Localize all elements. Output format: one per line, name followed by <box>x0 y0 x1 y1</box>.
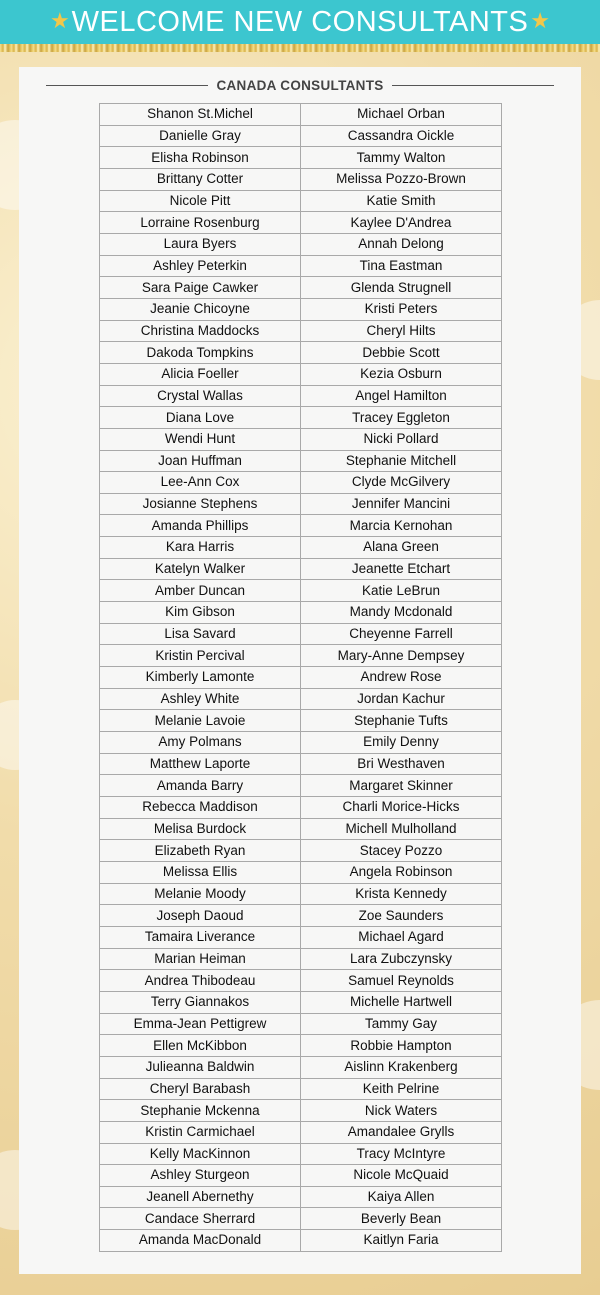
table-row <box>100 342 502 364</box>
table-row <box>100 1143 502 1165</box>
table-row <box>100 1078 502 1100</box>
table-row <box>100 493 502 515</box>
consultant-name: Elisha Robinson <box>100 147 301 169</box>
consultant-name: Amy Polmans <box>100 732 301 754</box>
consultant-name: Crystal Wallas <box>100 385 301 407</box>
table-row <box>100 407 502 429</box>
consultant-name: Melissa Pozzo-Brown <box>301 168 502 190</box>
table-row <box>100 991 502 1013</box>
consultant-name: Amanda MacDonald <box>100 1230 301 1252</box>
table-row <box>100 190 502 212</box>
consultant-name: Michell Mulholland <box>301 818 502 840</box>
consultant-name: Clyde McGilvery <box>301 472 502 494</box>
divider <box>392 85 554 86</box>
page-title: WELCOME NEW CONSULTANTS <box>71 5 529 38</box>
consultant-name: Lorraine Rosenburg <box>100 212 301 234</box>
table-row <box>100 623 502 645</box>
consultant-name: Amandalee Grylls <box>301 1121 502 1143</box>
consultant-name: Candace Sherrard <box>100 1208 301 1230</box>
table-row <box>100 883 502 905</box>
consultant-name: Michael Agard <box>301 926 502 948</box>
consultant-name: Josianne Stephens <box>100 493 301 515</box>
consultant-name: Cheryl Barabash <box>100 1078 301 1100</box>
table-row <box>100 255 502 277</box>
table-row <box>100 558 502 580</box>
table-row <box>100 1230 502 1252</box>
consultant-name: Amanda Barry <box>100 775 301 797</box>
table-row <box>100 580 502 602</box>
table-row <box>100 948 502 970</box>
consultant-name: Margaret Skinner <box>301 775 502 797</box>
table-row <box>100 970 502 992</box>
consultant-name: Charli Morice-Hicks <box>301 797 502 819</box>
consultant-name: Michelle Hartwell <box>301 991 502 1013</box>
consultant-name: Julieanna Baldwin <box>100 1056 301 1078</box>
table-row <box>100 926 502 948</box>
consultant-name: Zoe Saunders <box>301 905 502 927</box>
table-row <box>100 515 502 537</box>
table-row <box>100 818 502 840</box>
table-row <box>100 797 502 819</box>
consultants-table <box>99 103 502 1252</box>
consultant-name: Dakoda Tompkins <box>100 342 301 364</box>
consultant-name: Glenda Strugnell <box>301 277 502 299</box>
consultant-name: Samuel Reynolds <box>301 970 502 992</box>
divider <box>46 85 208 86</box>
consultant-name: Kristin Percival <box>100 645 301 667</box>
consultant-name: Amanda Phillips <box>100 515 301 537</box>
consultant-name: Kaiya Allen <box>301 1186 502 1208</box>
consultant-name: Kristi Peters <box>301 298 502 320</box>
consultant-name: Amber Duncan <box>100 580 301 602</box>
consultant-name: Annah Delong <box>301 233 502 255</box>
consultant-name: Tina Eastman <box>301 255 502 277</box>
table-row <box>100 1056 502 1078</box>
consultant-name: Aislinn Krakenberg <box>301 1056 502 1078</box>
consultant-name: Robbie Hampton <box>301 1035 502 1057</box>
consultant-name: Kara Harris <box>100 537 301 559</box>
star-icon: ★ <box>50 8 70 33</box>
consultant-name: Katelyn Walker <box>100 558 301 580</box>
table-row <box>100 645 502 667</box>
table-row <box>100 775 502 797</box>
table-row <box>100 320 502 342</box>
table-row <box>100 905 502 927</box>
consultant-name: Kaylee D'Andrea <box>301 212 502 234</box>
consultant-name: Kimberly Lamonte <box>100 667 301 689</box>
table-row <box>100 537 502 559</box>
consultant-name: Elizabeth Ryan <box>100 840 301 862</box>
consultant-name: Emma-Jean Pettigrew <box>100 1013 301 1035</box>
content-panel <box>19 67 581 1274</box>
consultant-name: Sara Paige Cawker <box>100 277 301 299</box>
consultant-name: Alana Green <box>301 537 502 559</box>
consultant-name: Kezia Osburn <box>301 363 502 385</box>
table-row <box>100 861 502 883</box>
consultant-name: Danielle Gray <box>100 125 301 147</box>
consultant-name: Lee-Ann Cox <box>100 472 301 494</box>
table-row <box>100 1208 502 1230</box>
consultant-name: Nicki Pollard <box>301 428 502 450</box>
consultant-name: Melanie Moody <box>100 883 301 905</box>
consultant-name: Andrea Thibodeau <box>100 970 301 992</box>
consultant-name: Ashley Peterkin <box>100 255 301 277</box>
table-row <box>100 363 502 385</box>
table-row <box>100 753 502 775</box>
consultant-name: Ashley White <box>100 688 301 710</box>
consultant-name: Nicole McQuaid <box>301 1165 502 1187</box>
table-row <box>100 472 502 494</box>
consultant-name: Brittany Cotter <box>100 168 301 190</box>
table-row <box>100 688 502 710</box>
consultant-name: Angela Robinson <box>301 861 502 883</box>
consultant-name: Cheryl Hilts <box>301 320 502 342</box>
consultant-name: Tracy McIntyre <box>301 1143 502 1165</box>
consultant-name: Wendi Hunt <box>100 428 301 450</box>
consultant-name: Marian Heiman <box>100 948 301 970</box>
table-row <box>100 104 502 126</box>
consultant-name: Michael Orban <box>301 104 502 126</box>
consultant-name: Tammy Gay <box>301 1013 502 1035</box>
table-row <box>100 1186 502 1208</box>
table-row <box>100 125 502 147</box>
consultant-name: Laura Byers <box>100 233 301 255</box>
consultant-name: Joan Huffman <box>100 450 301 472</box>
consultant-name: Tammy Walton <box>301 147 502 169</box>
table-row <box>100 1100 502 1122</box>
consultant-name: Stacey Pozzo <box>301 840 502 862</box>
consultant-name: Alicia Foeller <box>100 363 301 385</box>
table-row <box>100 710 502 732</box>
consultant-name: Terry Giannakos <box>100 991 301 1013</box>
consultant-name: Diana Love <box>100 407 301 429</box>
table-row <box>100 298 502 320</box>
consultant-name: Ashley Sturgeon <box>100 1165 301 1187</box>
consultant-name: Shanon St.Michel <box>100 104 301 126</box>
consultant-name: Stephanie Mckenna <box>100 1100 301 1122</box>
table-row <box>100 428 502 450</box>
table-row <box>100 667 502 689</box>
consultant-name: Lisa Savard <box>100 623 301 645</box>
table-row <box>100 1121 502 1143</box>
table-row <box>100 277 502 299</box>
consultant-name: Emily Denny <box>301 732 502 754</box>
consultant-name: Jennifer Mancini <box>301 493 502 515</box>
consultant-name: Kaitlyn Faria <box>301 1230 502 1252</box>
consultant-name: Beverly Bean <box>301 1208 502 1230</box>
consultant-name: Nick Waters <box>301 1100 502 1122</box>
consultant-name: Debbie Scott <box>301 342 502 364</box>
consultant-name: Keith Pelrine <box>301 1078 502 1100</box>
table-row <box>100 147 502 169</box>
consultant-name: Melisa Burdock <box>100 818 301 840</box>
consultant-name: Kelly MacKinnon <box>100 1143 301 1165</box>
consultant-name: Melanie Lavoie <box>100 710 301 732</box>
consultant-name: Cheyenne Farrell <box>301 623 502 645</box>
table-row <box>100 1165 502 1187</box>
star-icon: ★ <box>530 8 550 33</box>
consultant-name: Joseph Daoud <box>100 905 301 927</box>
table-row <box>100 602 502 624</box>
section-heading <box>46 76 554 94</box>
page-header <box>0 0 600 44</box>
consultant-name: Angel Hamilton <box>301 385 502 407</box>
consultant-name: Stephanie Mitchell <box>301 450 502 472</box>
consultant-name: Cassandra Oickle <box>301 125 502 147</box>
consultant-name: Andrew Rose <box>301 667 502 689</box>
consultant-name: Bri Westhaven <box>301 753 502 775</box>
consultant-name: Matthew Laporte <box>100 753 301 775</box>
consultant-name: Rebecca Maddison <box>100 797 301 819</box>
table-row <box>100 840 502 862</box>
consultant-name: Tamaira Liverance <box>100 926 301 948</box>
consultant-name: Mary-Anne Dempsey <box>301 645 502 667</box>
glitter-border <box>0 44 600 52</box>
consultant-name: Mandy Mcdonald <box>301 602 502 624</box>
consultant-name: Tracey Eggleton <box>301 407 502 429</box>
consultant-name: Melissa Ellis <box>100 861 301 883</box>
consultant-name: Kristin Carmichael <box>100 1121 301 1143</box>
consultant-name: Krista Kennedy <box>301 883 502 905</box>
consultant-name: Stephanie Tufts <box>301 710 502 732</box>
section-title: CANADA CONSULTANTS <box>216 77 384 93</box>
table-row <box>100 212 502 234</box>
consultant-name: Marcia Kernohan <box>301 515 502 537</box>
consultant-name: Christina Maddocks <box>100 320 301 342</box>
table-row <box>100 233 502 255</box>
consultant-name: Katie Smith <box>301 190 502 212</box>
consultant-name: Jeanie Chicoyne <box>100 298 301 320</box>
consultant-name: Katie LeBrun <box>301 580 502 602</box>
consultant-name: Jeanette Etchart <box>301 558 502 580</box>
consultant-name: Nicole Pitt <box>100 190 301 212</box>
consultant-name: Lara Zubczynsky <box>301 948 502 970</box>
table-row <box>100 385 502 407</box>
table-row <box>100 450 502 472</box>
table-row <box>100 1035 502 1057</box>
table-row <box>100 1013 502 1035</box>
consultant-name: Jordan Kachur <box>301 688 502 710</box>
consultant-name: Jeanell Abernethy <box>100 1186 301 1208</box>
consultant-name: Kim Gibson <box>100 602 301 624</box>
table-row <box>100 168 502 190</box>
consultant-name: Ellen McKibbon <box>100 1035 301 1057</box>
table-row <box>100 732 502 754</box>
